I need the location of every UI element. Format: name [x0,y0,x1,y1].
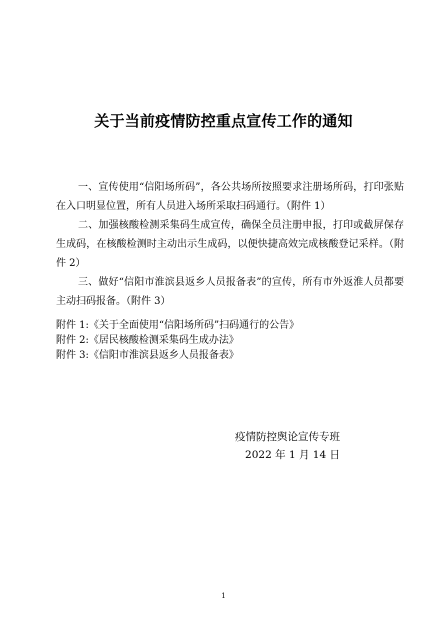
signature-date: 2022 年 1 月 14 日 [245,449,340,461]
document-title: 关于当前疫情防控重点宣传工作的通知 [94,112,353,130]
signature-block [0,428,340,464]
attachment-list [56,318,404,363]
page-number: 1 [221,592,226,600]
attachment-1: 附件 1:《关于全面使用“信阳场所码”扫码通行的公告》 [56,320,300,331]
signature-organization: 疫情防控舆论宣传专班 [235,431,340,443]
attachment-3: 附件 3:《信阳市淮滨县返乡人员报备表》 [56,350,239,361]
attachment-2: 附件 2:《居民核酸检测采集码生成办法》 [56,335,239,346]
paragraph-2: 二、加强核酸检测采集码生成宣传，确保全员注册申报，打印或截屏保存生成码，在核酸检测时主动出示生成码，以便快捷高效完成核酸登记采样。（附件 2） [56,220,404,269]
paragraph-3: 三、做好“信阳市淮滨县返乡人员报备表”的宣传，所有市外返淮人员都要主动扫码报备。（附件 3） [56,277,404,307]
paragraph-1: 一、宣传使用“信阳场所码”，各公共场所按照要求注册场所码，打印张贴在入口明显位置，所有人员进入场所采取扫码通行。（附件 1） [56,182,404,212]
document-body [56,178,404,311]
